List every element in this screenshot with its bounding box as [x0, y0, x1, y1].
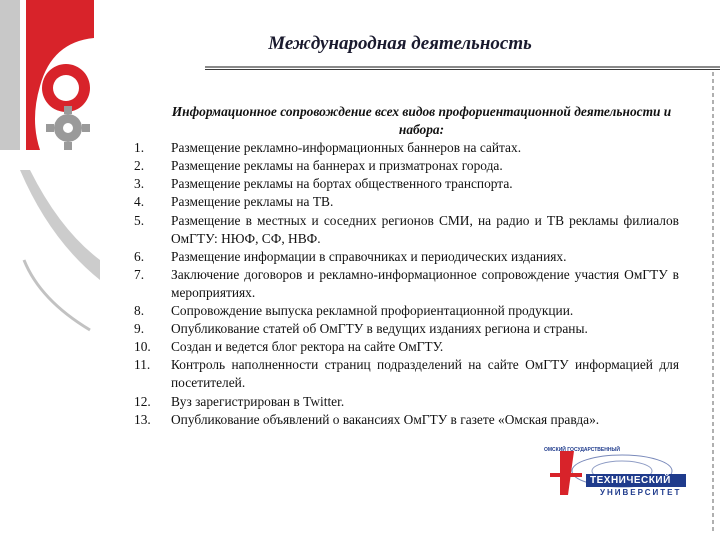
page-title: Международная деятельность	[268, 33, 532, 54]
item-number: 8.	[134, 303, 145, 319]
list-item	[134, 338, 679, 356]
item-text: Опубликование статей об ОмГТУ в ведущих изданиях региона и страны.	[171, 321, 588, 337]
item-text: Размещение рекламы на баннерах и призматронах города.	[171, 158, 503, 174]
section-heading: Информационное сопровождение всех видов профориентационной деятельности и набора:	[171, 104, 672, 138]
item-number: 2.	[134, 158, 145, 174]
right-dashed-border	[712, 72, 714, 532]
logo-line3: УНИВЕРСИТЕТ	[600, 488, 682, 497]
item-number: 12.	[134, 393, 151, 409]
item-number: 6.	[134, 248, 145, 264]
item-number: 4.	[134, 194, 145, 210]
list-item	[134, 393, 679, 411]
university-logo	[530, 447, 698, 499]
list-item	[134, 411, 679, 429]
item-text: Вуз зарегистрирован в Twitter.	[171, 393, 345, 409]
item-text: Размещение в местных и соседних регионов СМИ, на радио и ТВ рекламы филиалов ОмГТУ: НЮФ, СФ, НВФ.	[171, 212, 679, 246]
item-text: Создан и ведется блог ректора на сайте ОмГТУ.	[171, 339, 444, 355]
list-item	[134, 157, 679, 175]
list-item	[134, 356, 679, 392]
item-text: Контроль наполненности страниц подразделений на сайте ОмГТУ информацией для посетителей.	[171, 357, 679, 391]
item-text: Сопровождение выпуска рекламной профориентационной продукции.	[171, 303, 574, 319]
item-text: Размещение рекламы на ТВ.	[171, 194, 334, 210]
item-number: 5.	[134, 212, 145, 228]
logo-line2: ТЕХНИЧЕСКИЙ	[590, 475, 671, 486]
left-decoration	[0, 0, 110, 540]
item-number: 1.	[134, 140, 145, 156]
item-number: 9.	[134, 321, 145, 337]
list-item	[134, 320, 679, 338]
item-number: 3.	[134, 176, 145, 192]
list-item	[134, 175, 679, 193]
item-number: 11.	[134, 357, 151, 373]
item-number: 10.	[134, 339, 151, 355]
item-text: Опубликование объявлений о вакансиях ОмГТУ в газете «Омская правда».	[171, 411, 600, 427]
list-item	[134, 193, 679, 211]
title-underline-dark	[205, 69, 720, 70]
item-number: 7.	[134, 266, 145, 282]
list-item	[134, 139, 679, 157]
list-item	[134, 302, 679, 320]
title-underline	[205, 66, 720, 68]
content-block	[134, 103, 679, 429]
list-item	[134, 266, 679, 302]
item-text: Размещение рекламы на бортах общественного транспорта.	[171, 176, 513, 192]
gear-icon	[46, 106, 90, 150]
logo-line1: ОМСКИЙ ГОСУДАРСТВЕННЫЙ	[544, 447, 620, 453]
item-text: Размещение информации в справочниках и периодических изданиях.	[171, 248, 567, 264]
items-list	[134, 139, 679, 429]
item-number: 13.	[134, 411, 151, 427]
list-item	[134, 212, 679, 248]
item-text: Заключение договоров и рекламно-информационное сопровождение участия ОмГТУ в мероприятиях.	[171, 266, 679, 300]
item-text: Размещение рекламно-информационных баннеров на сайтах.	[171, 140, 522, 156]
list-item	[134, 248, 679, 266]
